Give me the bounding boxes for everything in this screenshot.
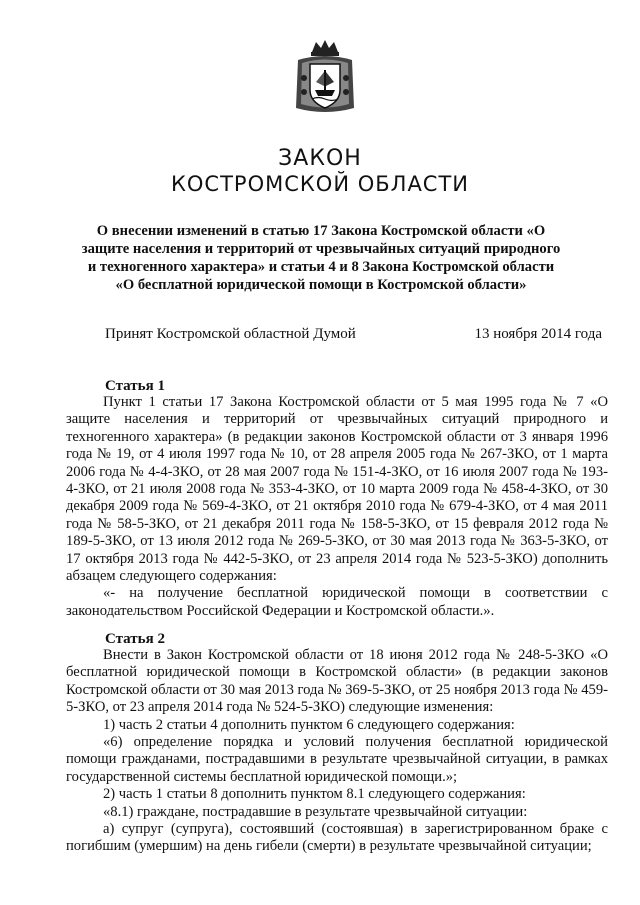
article1-body [66, 394, 608, 620]
article2-body [66, 647, 608, 856]
coat-of-arms-emblem [292, 38, 358, 118]
article2-heading: Статья 2 [105, 631, 165, 647]
law-subject: О внесении изменений в статью 17 Закона Костромской области «О защите населения и территорий от чрезвычайных ситуаций природного и техногенного характера» и статьи 4 и 8 Закона Костромской области «О бесплатной юридической помощи в Костромской области» [81, 223, 561, 293]
article2-subitem-a: а) супруг (супруга), состоявший (состоявшая) в зарегистрированном браке с погибшим (умершим) на день гибели (смерти) в результате чрезвычайной ситуации; [66, 821, 608, 855]
article2-item1-text: «6) определение порядка и условий получения бесплатной юридической помощи гражданами, пострадавшими в результате чрезвычайной ситуации, в рамках государственной системы бесплатной юридической помощи.»; [66, 734, 608, 785]
article1-paragraph: Пункт 1 статьи 17 Закона Костромской области от 5 мая 1995 года № 7 «О защите населения и территорий от чрезвычайных ситуаций природного и техногенного характера» (в редакции законов Костромской области от 3 января 1996 года № 19, от 4 июля 1997 года № 10, от 28 апреля 2005 года № 267-ЗКО, от 1 марта 2006 года № 4-4-ЗКО, от 28 мая 2007 года № 151-4-ЗКО, от 16 июля 2007 года № 193-4-ЗКО, от 21 июля 2008 года № 353-4-ЗКО, от 10 марта 2009 года № 458-4-ЗКО, от 30 декабря 2009 года № 569-4-ЗКО, от 21 октября 2010 года № 679-4-ЗКО, от 4 мая 2011 года № 58-5-ЗКО, от 21 декабря 2011 года № 158-5-ЗКО, от 15 февраля 2012 года № 189-5-ЗКО, от 13 июля 2012 года № 269-5-ЗКО, от 30 мая 2013 года № 363-5-ЗКО, от 17 октября 2013 года № 442-5-ЗКО, от 23 апреля 2014 года № 523-5-ЗКО) дополнить абзацем следующего содержания: [66, 394, 608, 585]
article2-item2: 2) часть 1 статьи 8 дополнить пунктом 8.1 следующего содержания: [103, 786, 526, 803]
adoption-label: Принят Костромской областной Думой [105, 326, 356, 342]
article2-paragraph: Внести в Закон Костромской области от 18 июня 2012 года № 248-5-ЗКО «О бесплатной юридической помощи в Костромской области» (в редакции законов Костромской области от 30 мая 2013 года № 369-5-ЗКО, от 25 ноября 2013 года № 459-5-ЗКО, от 23 апреля 2014 года № 524-5-ЗКО) следующие изменения: [66, 647, 608, 716]
law-title: ЗАКОН [278, 146, 362, 171]
article2-item1: 1) часть 2 статьи 4 дополнить пунктом 6 следующего содержания: [103, 716, 515, 733]
article2-item2-text: «8.1) граждане, пострадавшие в результате чрезвычайной ситуации: [103, 803, 528, 820]
article1-addition: «- на получение бесплатной юридической помощи в соответствии с законодательством Российской Федерации и Костромской области.». [66, 585, 608, 619]
adoption-date: 13 ноября 2014 года [474, 326, 602, 342]
region-title: КОСТРОМСКОЙ ОБЛАСТИ [170, 172, 470, 196]
article1-heading: Статья 1 [105, 378, 165, 394]
